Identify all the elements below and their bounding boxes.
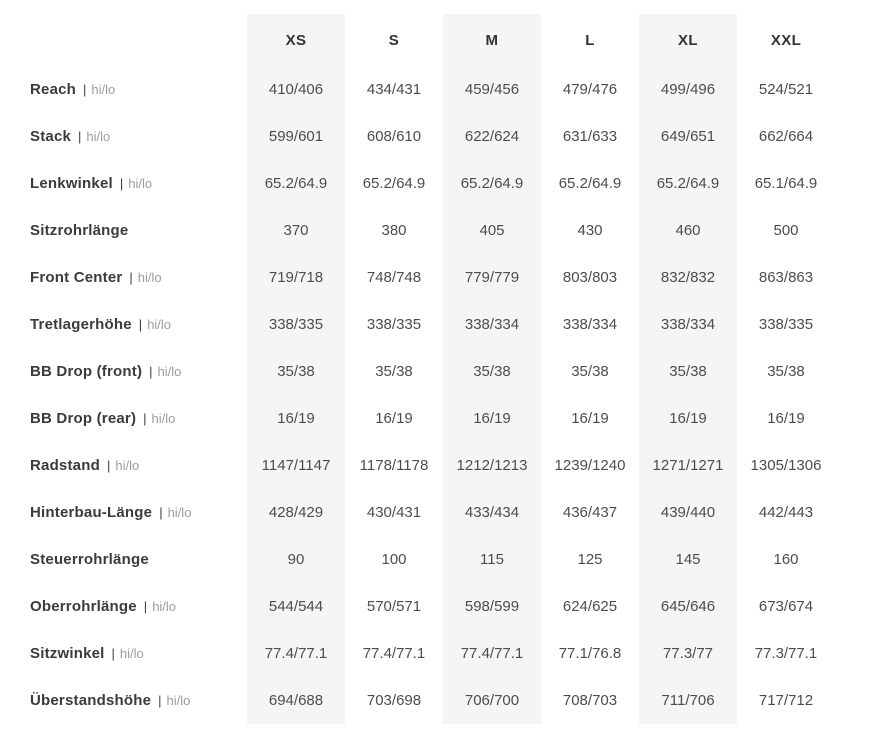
measurement-name: Stack [30, 128, 72, 145]
value-cell: 1147/1147 [247, 442, 345, 489]
table-corner [0, 14, 247, 66]
value-cell: 125 [577, 551, 603, 568]
value-cell: 338/334 [562, 316, 618, 333]
value-cell: 711/706 [639, 677, 737, 724]
hi-lo-suffix: hi/lo [167, 505, 192, 520]
measurement-name: Hinterbau-Länge [30, 504, 153, 521]
pipe-separator: | [119, 176, 124, 191]
value-cell: 863/863 [758, 269, 814, 286]
measurement-name: Reach [30, 81, 77, 98]
value-cell: 645/646 [639, 583, 737, 630]
hi-lo-suffix: hi/lo [91, 82, 116, 97]
row-label [0, 113, 247, 160]
pipe-separator: | [129, 270, 133, 285]
value-cell: 65.2/64.9 [639, 160, 737, 207]
value-cell: 90 [247, 536, 345, 583]
hi-lo-suffix: hi/lo [137, 270, 162, 285]
hi-lo-suffix: hi/lo [151, 411, 176, 426]
pipe-separator: | [143, 411, 147, 426]
value-cell: 1305/1306 [750, 457, 822, 474]
value-cell: 160 [773, 551, 799, 568]
value-cell: 1178/1178 [359, 457, 429, 474]
value-cell: 524/521 [758, 81, 814, 98]
value-cell: 708/703 [562, 692, 618, 709]
row-label [0, 66, 247, 113]
value-cell: 719/718 [247, 254, 345, 301]
value-cell: 65.2/64.9 [247, 160, 345, 207]
value-cell: 35/38 [247, 348, 345, 395]
hi-lo-suffix: hi/lo [86, 129, 111, 144]
value-cell: 338/335 [247, 301, 345, 348]
value-cell: 65.1/64.9 [754, 175, 818, 192]
row-label [0, 348, 247, 395]
value-cell: 65.2/64.9 [443, 160, 541, 207]
value-cell: 77.3/77 [639, 630, 737, 677]
value-cell: 338/335 [758, 316, 814, 333]
value-cell: 100 [381, 551, 407, 568]
value-cell: 779/779 [443, 254, 541, 301]
value-cell: 430/431 [366, 504, 422, 521]
value-cell: 598/599 [443, 583, 541, 630]
value-cell: 16/19 [247, 395, 345, 442]
measurement-name: Oberrohrlänge [30, 598, 137, 615]
value-cell: 459/456 [443, 66, 541, 113]
pipe-separator: | [149, 364, 153, 379]
value-cell: 77.4/77.1 [443, 630, 541, 677]
pipe-separator: | [138, 317, 143, 332]
measurement-name: Überstandshöhe [30, 692, 152, 709]
measurement-name: Steuerrohrlänge [30, 551, 149, 568]
value-cell: 624/625 [562, 598, 618, 615]
row-label [0, 677, 247, 724]
value-cell: 662/664 [758, 128, 814, 145]
column-header-l: L [585, 31, 595, 49]
value-cell: 16/19 [443, 395, 541, 442]
value-cell: 500 [773, 222, 799, 239]
value-cell: 77.4/77.1 [362, 645, 426, 662]
measurement-name: Sitzwinkel [30, 645, 105, 662]
column-header-xs: XS [247, 14, 345, 66]
value-cell: 370 [247, 207, 345, 254]
value-cell: 499/496 [639, 66, 737, 113]
value-cell: 748/748 [366, 269, 422, 286]
row-label [0, 395, 247, 442]
row-label [0, 160, 247, 207]
measurement-name: BB Drop (rear) [30, 410, 137, 427]
hi-lo-suffix: hi/lo [115, 458, 140, 473]
value-cell: 380 [381, 222, 407, 239]
value-cell: 479/476 [562, 81, 618, 98]
value-cell: 803/803 [562, 269, 618, 286]
value-cell: 115 [443, 536, 541, 583]
value-cell: 77.3/77.1 [754, 645, 818, 662]
row-label [0, 536, 247, 583]
pipe-separator: | [143, 599, 148, 614]
hi-lo-suffix: hi/lo [147, 317, 172, 332]
row-label [0, 301, 247, 348]
value-cell: 410/406 [247, 66, 345, 113]
value-cell: 622/624 [443, 113, 541, 160]
hi-lo-suffix: hi/lo [128, 176, 153, 191]
value-cell: 434/431 [366, 81, 422, 98]
column-header-s: S [388, 31, 400, 49]
value-cell: 65.2/64.9 [362, 175, 426, 192]
pipe-separator: | [106, 458, 111, 473]
row-label [0, 489, 247, 536]
measurement-name: Radstand [30, 457, 100, 474]
value-cell: 35/38 [443, 348, 541, 395]
measurement-name: Sitzrohrlänge [30, 222, 129, 239]
value-cell: 706/700 [443, 677, 541, 724]
column-header-xxl: XXL [770, 31, 802, 49]
row-label [0, 254, 247, 301]
value-cell: 35/38 [767, 363, 805, 380]
value-cell: 439/440 [639, 489, 737, 536]
value-cell: 338/334 [639, 301, 737, 348]
hi-lo-suffix: hi/lo [157, 364, 182, 379]
value-cell: 703/698 [366, 692, 422, 709]
value-cell: 460 [639, 207, 737, 254]
value-cell: 405 [443, 207, 541, 254]
pipe-separator: | [159, 505, 163, 520]
measurement-name: Tretlagerhöhe [30, 316, 132, 333]
hi-lo-suffix: hi/lo [152, 599, 177, 614]
value-cell: 649/651 [639, 113, 737, 160]
value-cell: 16/19 [767, 410, 805, 427]
value-cell: 694/688 [247, 677, 345, 724]
row-label [0, 630, 247, 677]
value-cell: 570/571 [366, 598, 422, 615]
value-cell: 442/443 [758, 504, 814, 521]
pipe-separator: | [158, 693, 162, 708]
pipe-separator: | [78, 129, 82, 144]
value-cell: 717/712 [758, 692, 814, 709]
value-cell: 338/335 [366, 316, 422, 333]
value-cell: 832/832 [639, 254, 737, 301]
measurement-name: Front Center [30, 269, 123, 286]
value-cell: 430 [577, 222, 603, 239]
value-cell: 35/38 [639, 348, 737, 395]
value-cell: 65.2/64.9 [558, 175, 622, 192]
value-cell: 16/19 [639, 395, 737, 442]
value-cell: 16/19 [375, 410, 413, 427]
row-label [0, 442, 247, 489]
value-cell: 544/544 [247, 583, 345, 630]
value-cell: 35/38 [571, 363, 609, 380]
column-header-xl: XL [639, 14, 737, 66]
value-cell: 338/334 [443, 301, 541, 348]
measurement-name: BB Drop (front) [30, 363, 143, 380]
value-cell: 35/38 [375, 363, 413, 380]
value-cell: 77.4/77.1 [247, 630, 345, 677]
value-cell: 1212/1213 [443, 442, 541, 489]
pipe-separator: | [111, 646, 115, 661]
value-cell: 1271/1271 [639, 442, 737, 489]
row-label [0, 583, 247, 630]
value-cell: 436/437 [562, 504, 618, 521]
row-label [0, 207, 247, 254]
value-cell: 1239/1240 [554, 457, 626, 474]
value-cell: 16/19 [571, 410, 609, 427]
hi-lo-suffix: hi/lo [166, 693, 191, 708]
hi-lo-suffix: hi/lo [119, 646, 144, 661]
column-header-m: M [443, 14, 541, 66]
value-cell: 608/610 [366, 128, 422, 145]
geometry-table [0, 14, 835, 724]
value-cell: 673/674 [758, 598, 814, 615]
pipe-separator: | [83, 82, 87, 97]
value-cell: 631/633 [562, 128, 618, 145]
value-cell: 599/601 [247, 113, 345, 160]
value-cell: 428/429 [247, 489, 345, 536]
value-cell: 433/434 [443, 489, 541, 536]
value-cell: 77.1/76.8 [558, 645, 622, 662]
measurement-name: Lenkwinkel [30, 175, 113, 192]
value-cell: 145 [639, 536, 737, 583]
